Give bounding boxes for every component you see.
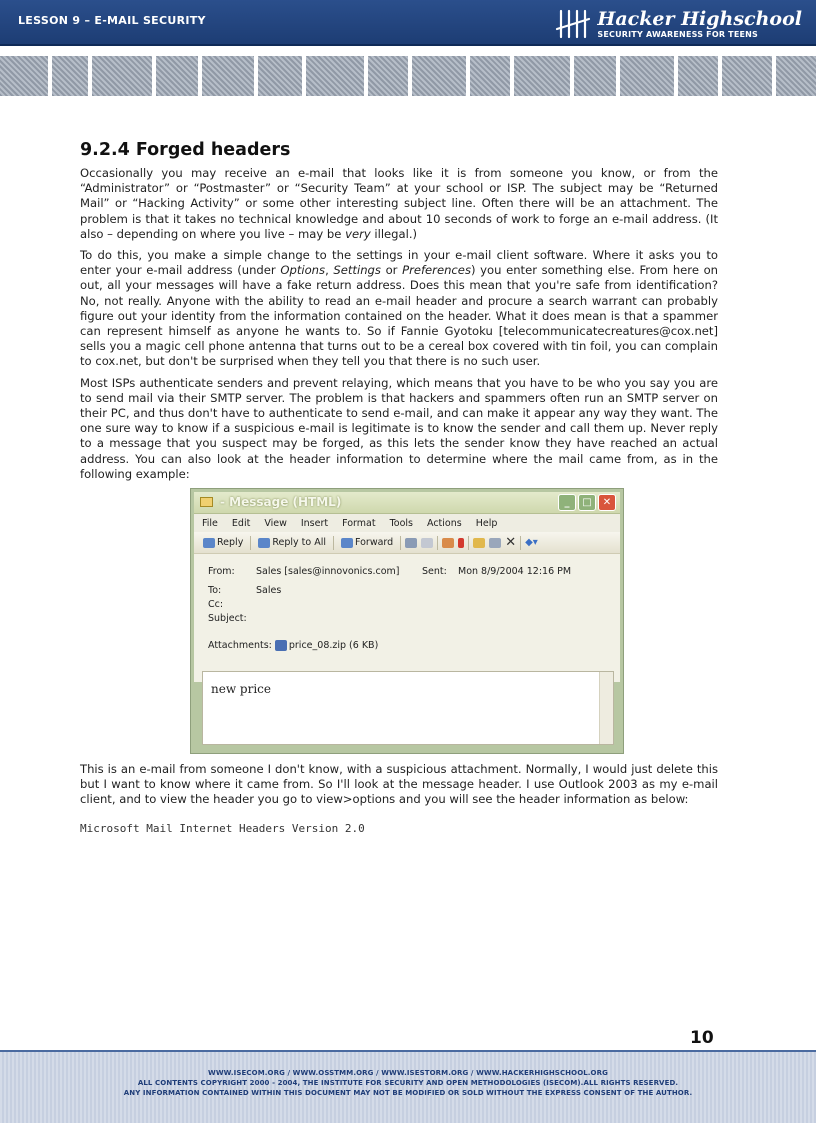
photo-tile xyxy=(306,56,364,96)
photo-tile xyxy=(202,56,254,96)
forward-icon xyxy=(341,538,353,548)
page-number: 10 xyxy=(690,1028,714,1048)
paragraph-2 xyxy=(80,248,718,370)
photo-tile xyxy=(776,56,816,96)
footer-notice: ANY INFORMATION CONTAINED WITHIN THIS DOCUMENT MAY NOT BE MODIFIED OR SOLD WITHOUT THE EXPRESS CONSENT OF THE AUTHOR. xyxy=(123,1089,693,1097)
zip-file-icon xyxy=(275,640,287,651)
paragraph-3: Most ISPs authenticate senders and prevent relaying, which means that you have to be who you say you are to send mail via their SMTP server. The problem is that hackers and spammers often run an SMTP server on their PC, and thus don't have to authenticate to send e-mail, and can make it appear any way they want. The one sure way to know if a suspicious e-mail is legitimate is to know the sender and call them up. Never reply to a message that you suspect may be forged, as this lets the sender know they have reached an actual address. You can also look at the header information to determine where the mail came from, as in the following example: xyxy=(80,375,718,481)
scrollbar[interactable] xyxy=(599,672,613,744)
paragraph-4: This is an e-mail from someone I don't know, with a suspicious attachment. Normally, I would just delete this but I want to know where it came from. So I'll look at the message header. I use Outlook 2003 as my e-mail client, and to view the header you go to view>options and you will see the header information as below: xyxy=(80,762,718,807)
minimize-button[interactable]: _ xyxy=(558,494,576,511)
photo-tile xyxy=(52,56,88,96)
menu-insert[interactable]: Insert xyxy=(300,517,329,529)
preferences-term: Preferences xyxy=(402,263,471,278)
sent-value: Mon 8/9/2004 12:16 PM xyxy=(458,566,572,578)
reply-all-icon xyxy=(258,538,270,548)
lesson-title: LESSON 9 – E-MAIL SECURITY xyxy=(18,14,206,27)
reply-button[interactable] xyxy=(200,536,246,549)
message-body-text: new price xyxy=(211,682,271,697)
subject-row xyxy=(208,613,256,624)
photo-tile xyxy=(92,56,152,96)
menu-tools[interactable]: Tools xyxy=(389,517,413,529)
page-header-band xyxy=(0,0,816,46)
cc-label: Cc: xyxy=(208,599,224,611)
main-content xyxy=(80,140,718,835)
to-value: Sales xyxy=(256,585,282,597)
from-row xyxy=(208,566,400,577)
paragraph-2-text: To do this, you make a simple change to the settings in your e-mail client software. Where it asks you to enter your e-mail address (under xyxy=(80,248,718,278)
menu-bar xyxy=(194,514,620,532)
to-label: To: xyxy=(208,585,222,597)
previous-item-icon[interactable]: ◆▾ xyxy=(525,537,538,549)
photo-tile xyxy=(620,56,674,96)
paragraph-1-emphasis: very xyxy=(345,226,371,241)
subject-label: Subject: xyxy=(208,613,247,625)
toolbar-divider xyxy=(437,536,438,550)
reply-label: Reply xyxy=(217,537,244,549)
paragraph-1 xyxy=(80,166,718,242)
toolbar-divider xyxy=(250,536,251,550)
paragraph-2-text-end: ) you enter something else. From here on out, all your messages will have a fake return address. Does this mean that you're safe from identification? No, not really. Anyone with the ability to read an e-mail header and procure a search warrant can probably figure out your identity from the information contained on the header. What it does mean is that a spammer can represent himself as anyone he wants to. So if Fannie Gyotoku [telecommunicatecreatures@cox.net] sells you a magic cell phone antenna that turns out to be a cereal box covered with tin foil, you can complain to cox.net, but don't be surprised when they tell you that there is no such user. xyxy=(80,263,719,369)
window-title: - Message (HTML) xyxy=(220,495,342,510)
menu-file[interactable]: File xyxy=(202,517,218,529)
header-code-line: Microsoft Mail Internet Headers Version 2.0 xyxy=(80,821,365,835)
reply-all-button[interactable] xyxy=(255,536,329,549)
footer-copyright: ALL CONTENTS COPYRIGHT 2000 - 2004, THE INSTITUTE FOR SECURITY AND OPEN METHODOLOGIES (ISECOM).ALL RIGHTS RESERVED. xyxy=(137,1079,679,1087)
brand-name: Hacker Highschool xyxy=(597,8,802,30)
from-value: Sales [sales@innovonics.com] xyxy=(256,566,400,578)
brand-logo xyxy=(555,4,802,44)
attachments-row xyxy=(208,640,378,651)
print-icon[interactable] xyxy=(405,538,417,548)
photo-tile xyxy=(514,56,570,96)
attachments-label: Attachments: xyxy=(208,640,272,652)
toolbar-divider xyxy=(333,536,334,550)
menu-help[interactable]: Help xyxy=(475,517,498,529)
message-body[interactable] xyxy=(202,671,614,745)
page-footer xyxy=(0,1052,816,1123)
paragraph-1-text-end: illegal.) xyxy=(370,226,418,241)
flag-icon[interactable] xyxy=(458,538,464,548)
toolbar-divider xyxy=(468,536,469,550)
cc-row xyxy=(208,599,256,610)
toolbar-divider xyxy=(400,536,401,550)
folder-icon[interactable] xyxy=(473,538,485,548)
separator: or xyxy=(380,263,403,278)
menu-actions[interactable]: Actions xyxy=(427,517,462,529)
photo-tile xyxy=(0,56,48,96)
envelope-icon xyxy=(200,497,213,507)
sent-row xyxy=(422,566,571,577)
photo-tile xyxy=(368,56,408,96)
photo-strip xyxy=(0,56,816,96)
reply-all-label: Reply to All xyxy=(272,537,326,549)
section-heading: 9.2.4 Forged headers xyxy=(80,140,291,160)
outlook-message-screenshot xyxy=(190,488,624,754)
forward-label: Forward xyxy=(354,537,394,549)
menu-format[interactable]: Format xyxy=(342,517,376,529)
copy-icon[interactable] xyxy=(421,538,433,548)
delete-icon[interactable]: ✕ xyxy=(505,535,517,551)
forward-button[interactable] xyxy=(338,536,396,549)
photo-tile xyxy=(574,56,616,96)
separator: , xyxy=(325,263,334,278)
photo-tile xyxy=(678,56,718,96)
close-button[interactable]: ✕ xyxy=(598,494,616,511)
photo-tile xyxy=(156,56,198,96)
brand-tagline: SECURITY AWARENESS FOR TEENS xyxy=(597,30,759,39)
photo-tile xyxy=(258,56,302,96)
save-icon[interactable] xyxy=(489,538,501,548)
message-header-area xyxy=(194,554,620,682)
options-term: Options xyxy=(280,263,326,278)
hhs-logo-icon xyxy=(555,7,591,41)
menu-view[interactable]: View xyxy=(264,517,287,529)
menu-edit[interactable]: Edit xyxy=(231,517,251,529)
photo-tile xyxy=(412,56,466,96)
reply-icon xyxy=(203,538,215,548)
from-label: From: xyxy=(208,566,235,578)
photo-tile xyxy=(722,56,772,96)
photo-tile xyxy=(470,56,510,96)
paragraph-1-text: Occasionally you may receive an e-mail that looks like it is from someone you know, or from the “Administrator” or “Postmaster” or “Security Team” at your school or ISP. The subject may be “Returned Mail” or “Hacking Activity” or some other interesting subject line. Often there will be an attachment. The problem is that it takes no technical knowledge and about 10 seconds of work to forge an e-mail address. (It also – depending on where you live – may be xyxy=(80,166,718,241)
settings-term: Settings xyxy=(333,263,381,278)
toolbar-divider xyxy=(520,536,521,550)
move-icon[interactable] xyxy=(442,538,454,548)
footer-websites: WWW.ISECOM.ORG / WWW.OSSTMM.ORG / WWW.ISESTORM.ORG / WWW.HACKERHIGHSCHOOL.ORG xyxy=(208,1069,608,1077)
to-row xyxy=(208,585,281,596)
sent-label: Sent: xyxy=(422,566,447,578)
toolbar xyxy=(194,532,620,554)
attachment-link[interactable]: price_08.zip (6 KB) xyxy=(288,640,379,652)
maximize-button[interactable]: □ xyxy=(578,494,596,511)
window-titlebar xyxy=(194,492,620,514)
